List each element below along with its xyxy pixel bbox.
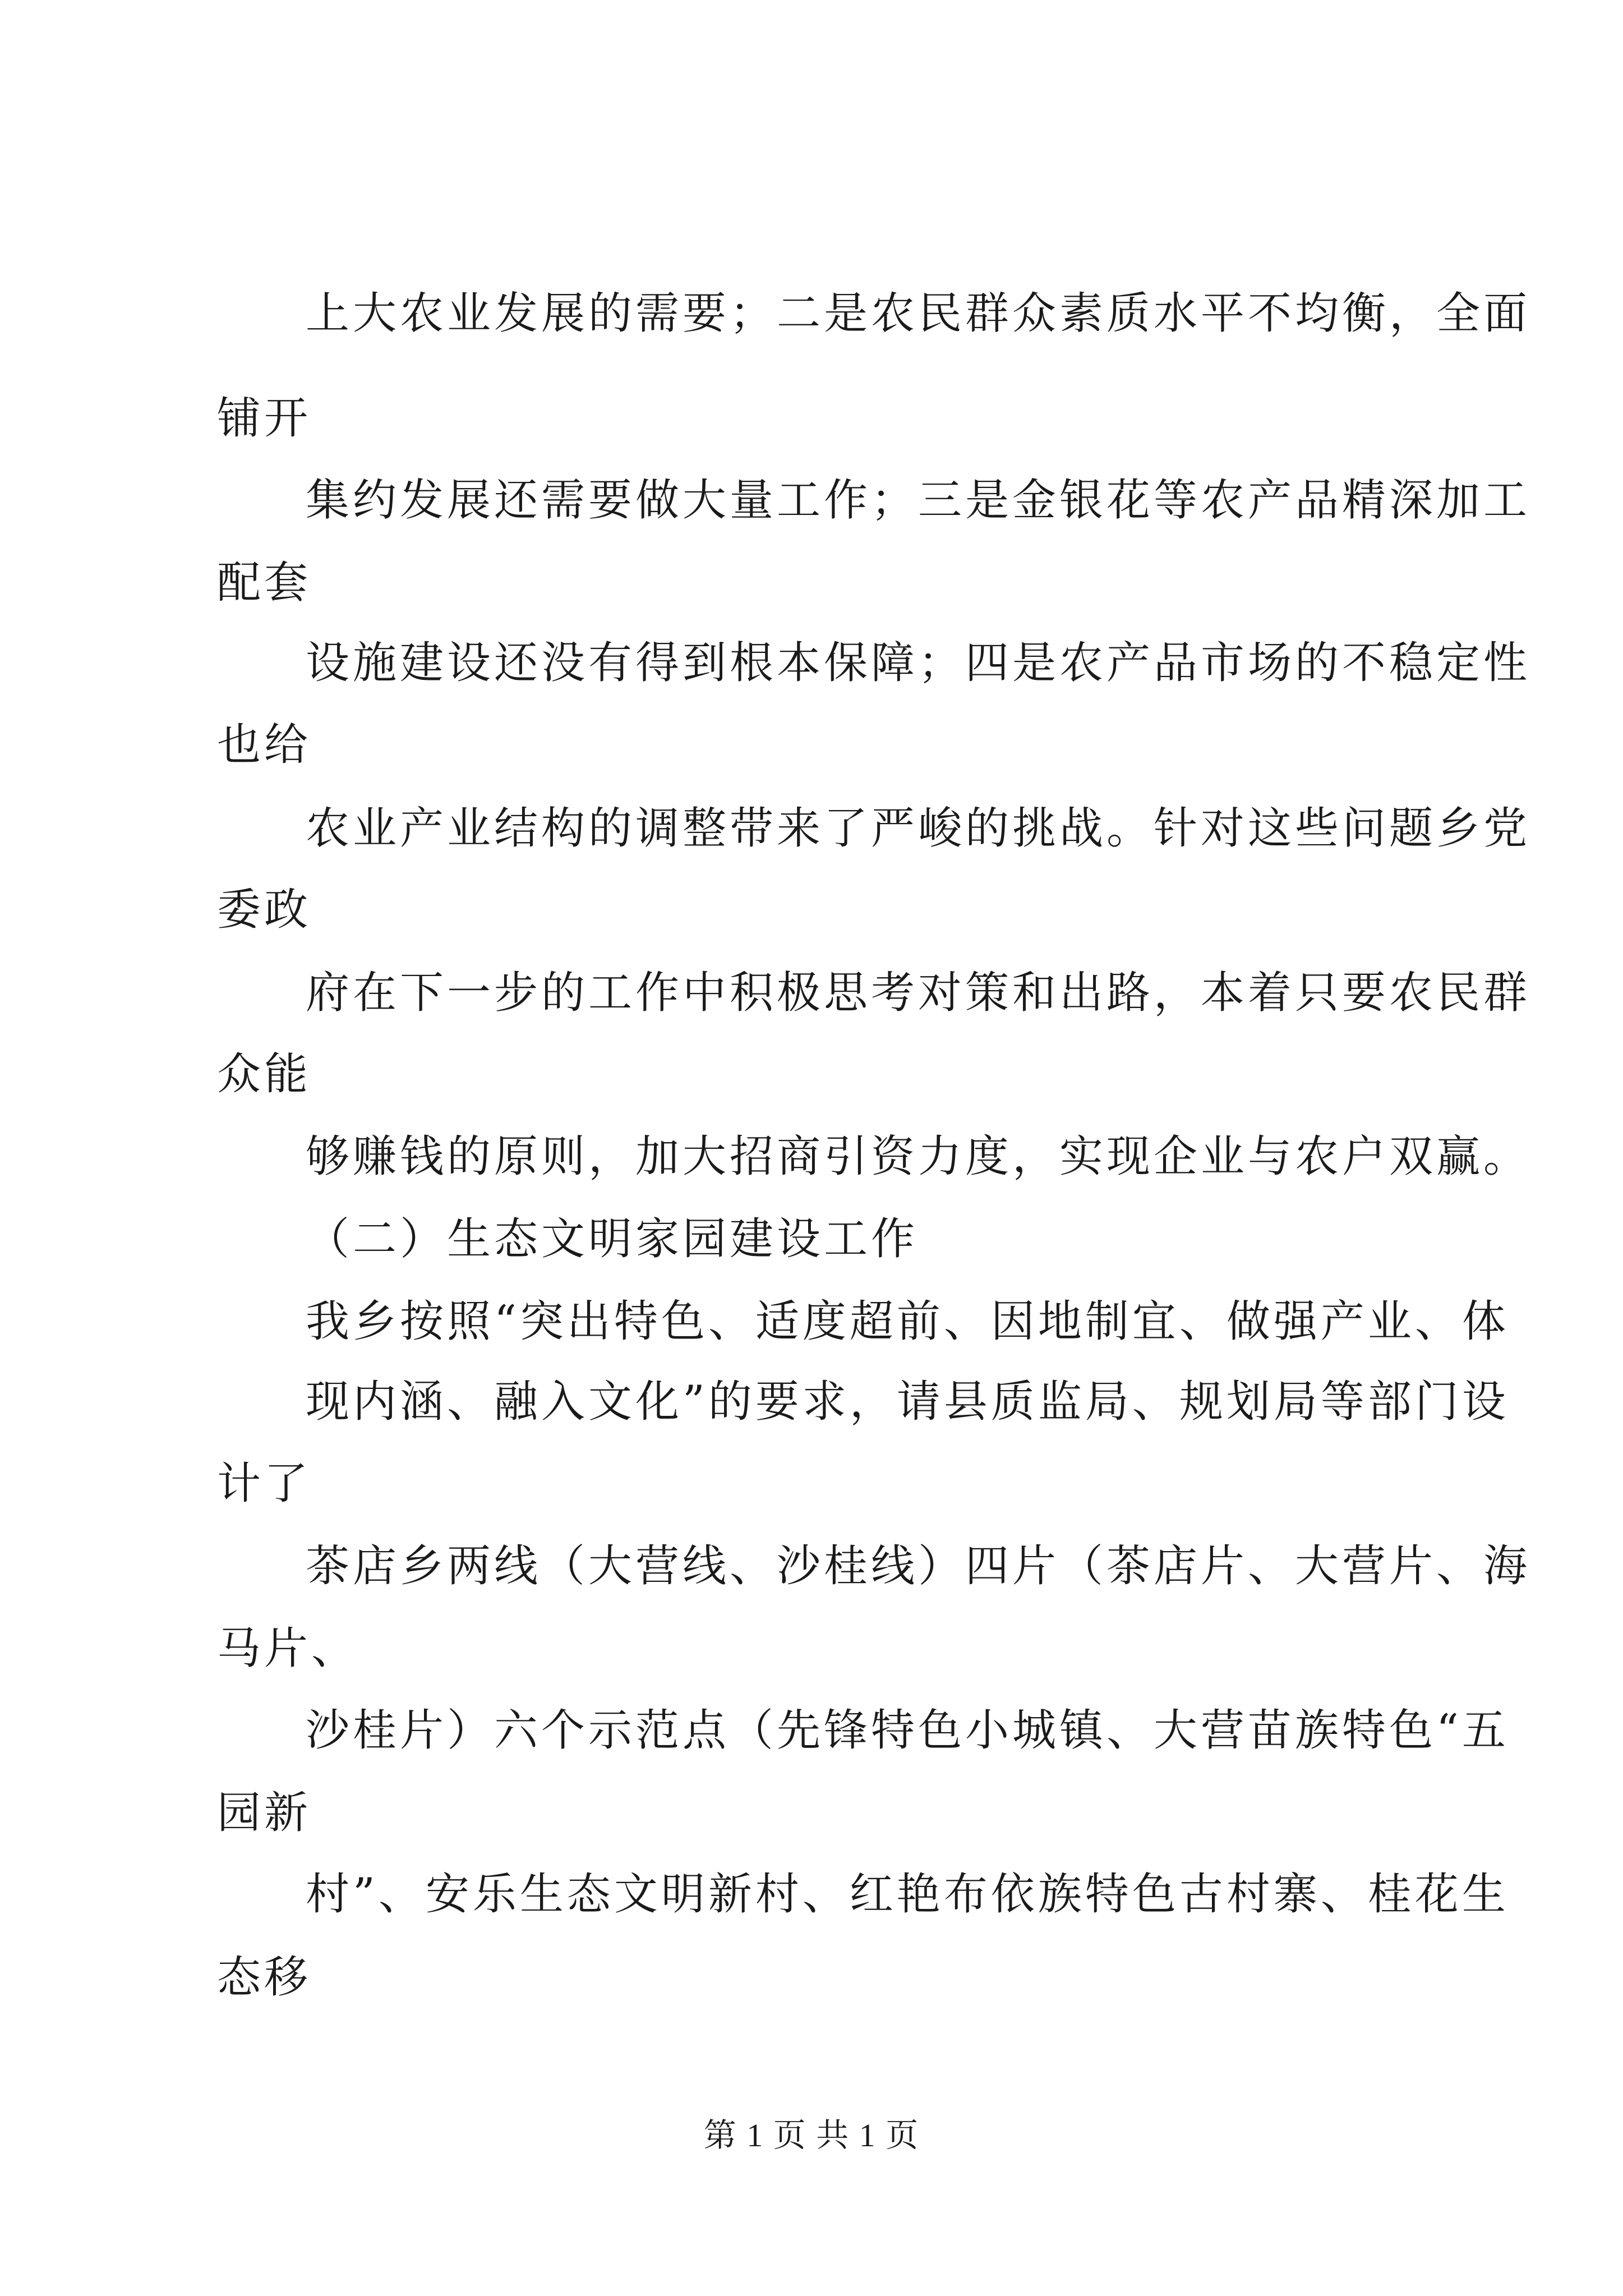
text-line: 茶店乡两线（大营线、沙桂线）四片（茶店片、大营片、海 <box>306 1541 1531 1591</box>
text-line: 府在下一步的工作中积极思考对策和出路，本着只要农民群 <box>306 968 1531 1018</box>
text-line: 众能 <box>217 1049 312 1099</box>
section-heading: （二）生态文明家园建设工作 <box>306 1214 919 1264</box>
text-line: 态移 <box>217 1952 312 2003</box>
text-line: 沙桂片）六个示范点（先锋特色小城镇、大营苗族特色“五 <box>306 1705 1509 1756</box>
text-line: 马片、 <box>217 1623 359 1674</box>
text-line: 也给 <box>217 720 312 770</box>
text-line: 够赚钱的原则，加大招商引资力度，实现企业与农户双赢。 <box>306 1131 1531 1182</box>
text-line: 现内涵、融入文化”的要求，请县质监局、规划局等部门设 <box>306 1377 1509 1427</box>
text-line: 农业产业结构的调整带来了严峻的挑战。针对这些问题乡党 <box>306 803 1531 854</box>
text-line: 园新 <box>217 1788 312 1838</box>
text-line: 铺开 <box>217 393 312 444</box>
text-line: 设施建设还没有得到根本保障；四是农产品市场的不稳定性 <box>306 638 1531 688</box>
text-line: 村”、安乐生态文明新村、红艳布依族特色古村寨、桂花生 <box>306 1869 1509 1920</box>
text-line: 集约发展还需要做大量工作；三是金银花等农产品精深加工 <box>306 475 1531 526</box>
text-line: 委政 <box>217 885 312 935</box>
page-footer: 第 1 页 共 1 页 <box>703 2117 920 2154</box>
text-line: 配套 <box>217 558 312 608</box>
text-line: 计了 <box>217 1458 312 1509</box>
text-line: 上大农业发展的需要；二是农民群众素质水平不均衡，全面 <box>306 288 1531 339</box>
text-line: 我乡按照“突出特色、适度超前、因地制宜、做强产业、体 <box>306 1296 1509 1347</box>
